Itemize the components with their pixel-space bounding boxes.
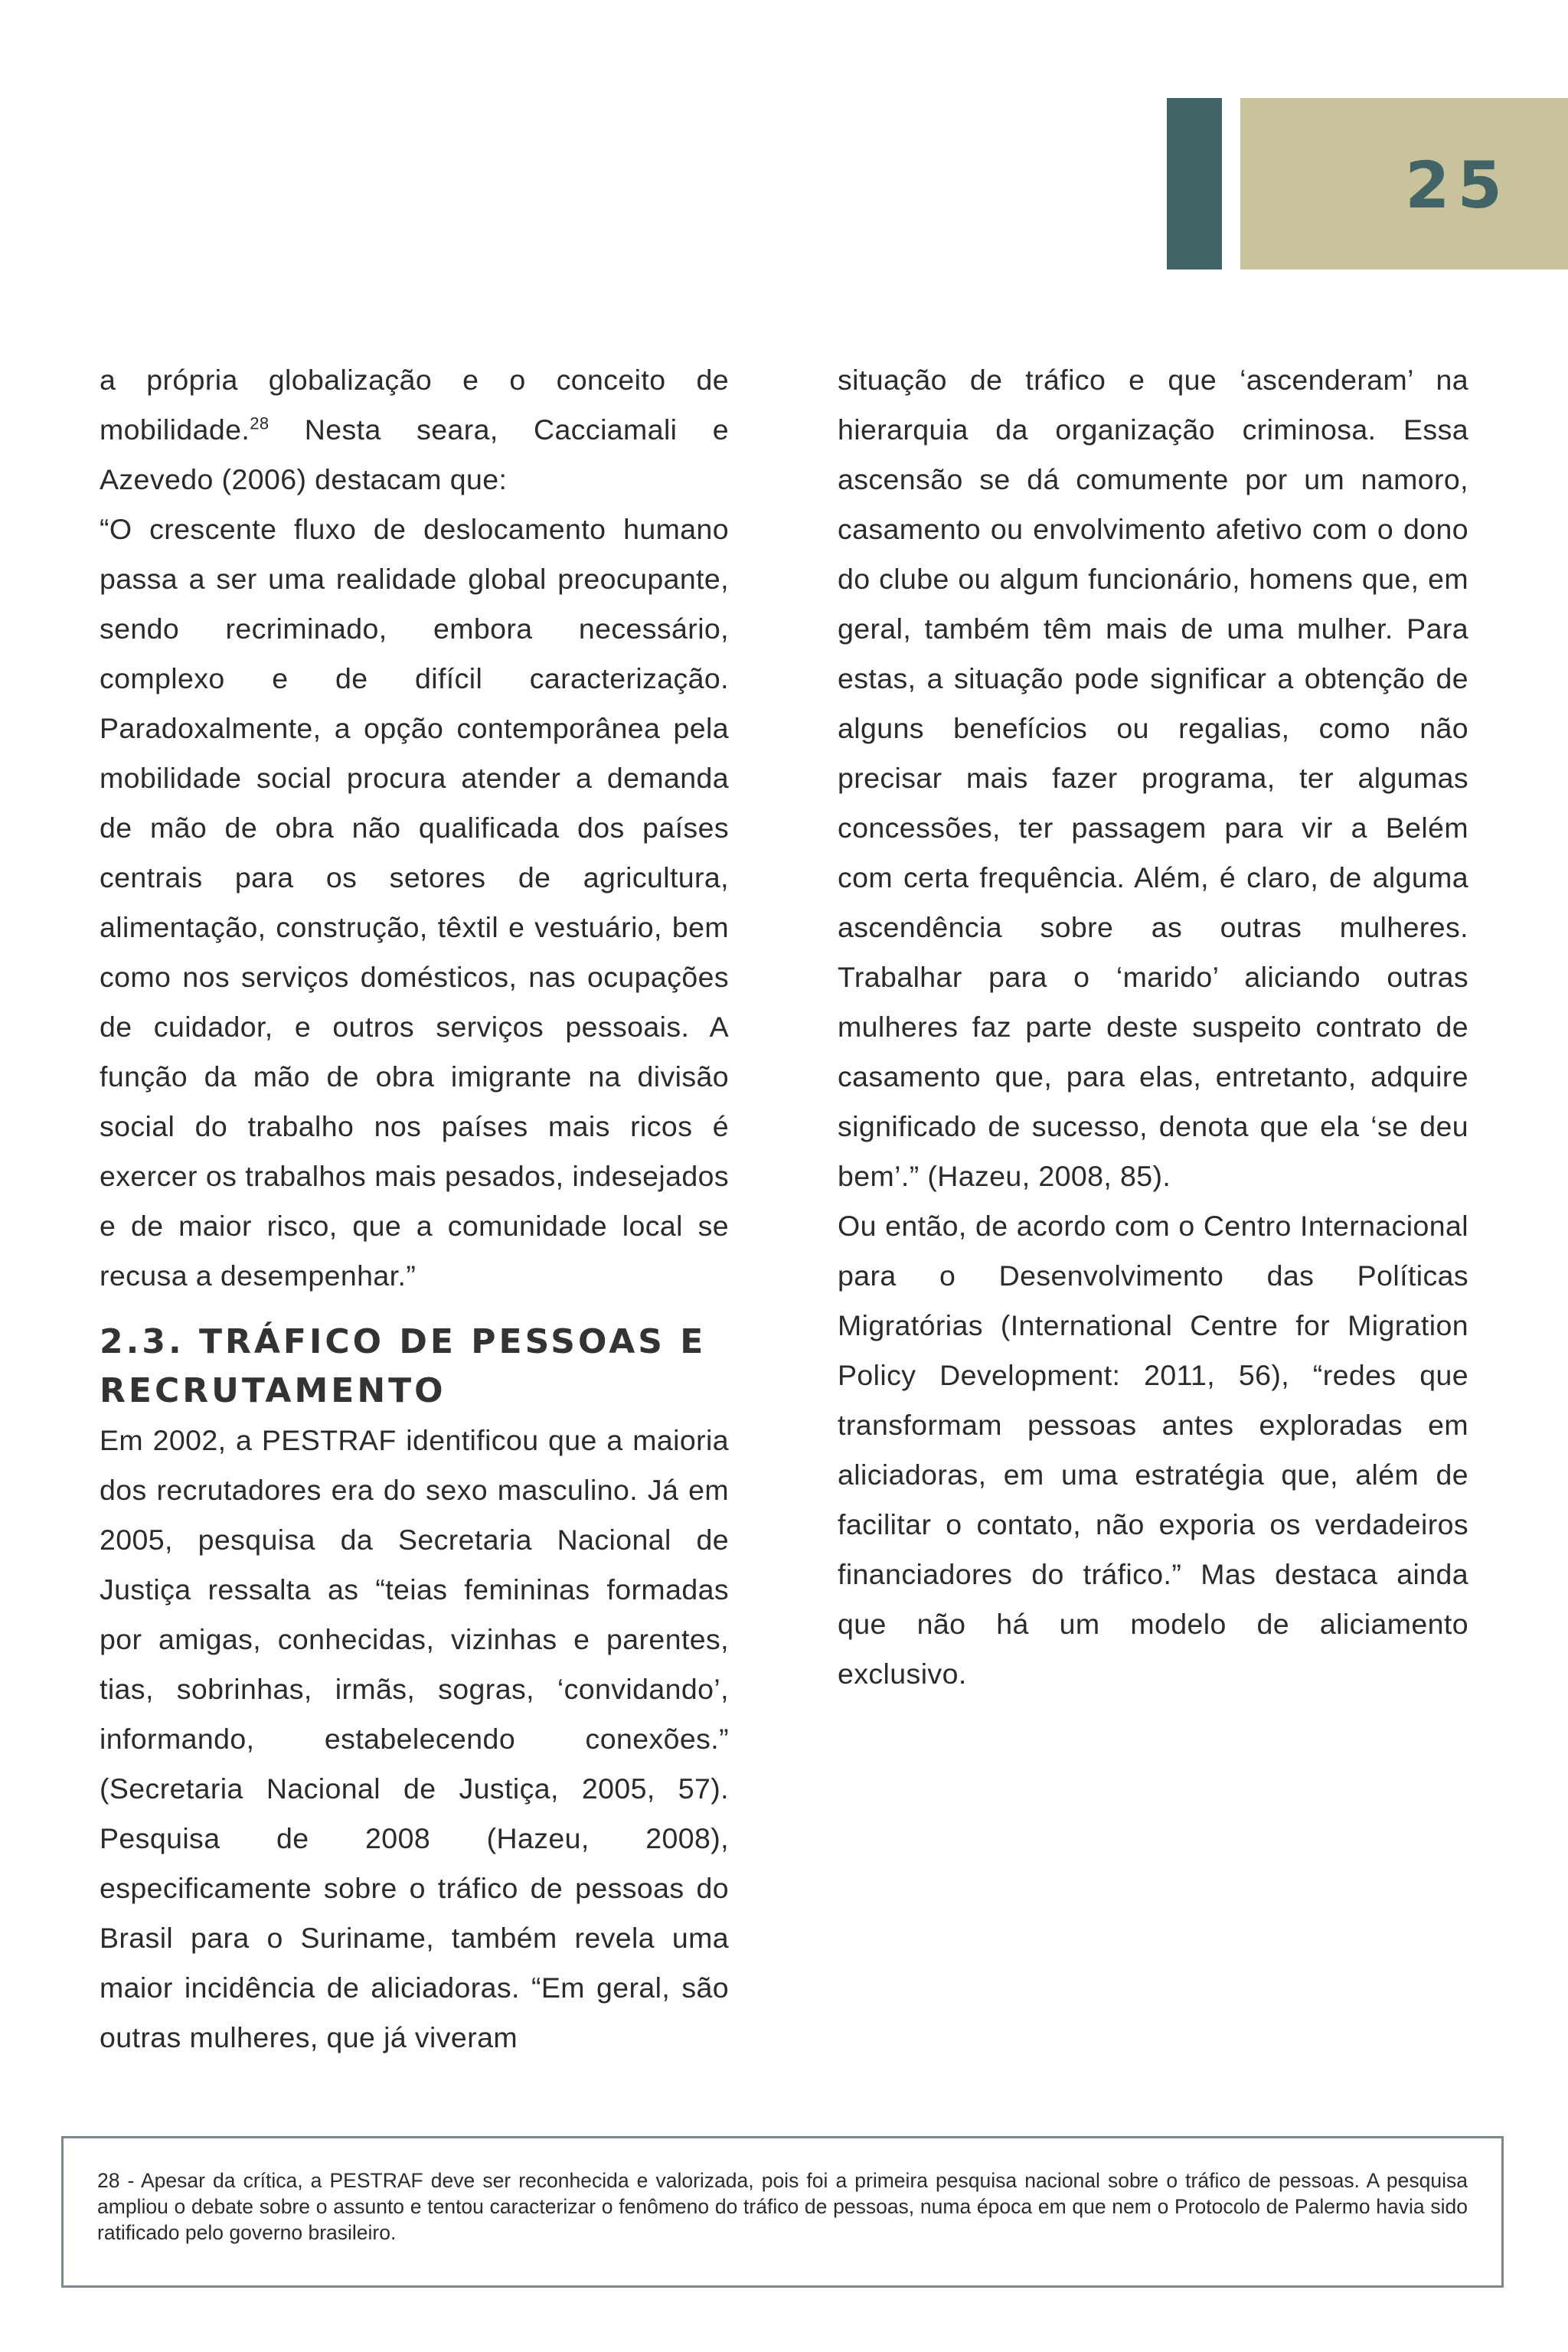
left-column (100, 355, 729, 2063)
section-heading-line1: 2.3. TRÁFICO DE PESSOAS E (100, 1322, 707, 1361)
page-number-box (1240, 98, 1568, 270)
section-heading-line2: RECRUTAMENTO (100, 1371, 446, 1410)
intro-text-cont: Nesta seara, Cacciamali e Azevedo (2006) destacam que: (100, 413, 729, 495)
intro-paragraph (100, 355, 729, 505)
footnote-text: 28 - Apesar da crítica, a PESTRAF deve ser reconhecida e valorizada, pois foi a primeira pesquisa nacional sobre o tráfico de pessoas. A pesquisa ampliou o debate sobre o assunto e tentou caracterizar o fenômeno do tráfico de pessoas, numa época em que nem o Protocolo de Palermo havia sido ratificado pelo governo brasileiro. (97, 2169, 1468, 2244)
block-quote: “O crescente fluxo de deslocamento humano passa a ser uma realidade global preocupante, sendo recriminado, embora necessário, complexo e de difícil caracterização. Paradoxalmente, a opção contemporânea pela mobilidade social procura atender a demanda de mão de obra não qualificada dos países centrais para os setores de agricultura, alimentação, construção, têxtil e vestuário, bem como nos serviços domésticos, nas ocupações de cuidador, e outros serviços pessoais. A função da mão de obra imigrante na divisão social do trabalho nos países mais ricos é exercer os trabalhos mais pesados, indesejados e de maior risco, que a comunidade local se recusa a desempenhar.” (100, 513, 729, 1292)
page-number: 25 (1405, 148, 1510, 223)
intro-text: a própria globalização e o conceito de mobilidade. (100, 364, 729, 446)
body-paragraph-continued: situação de tráfico e que ‘ascenderam’ na hierarquia da organização criminosa. Essa ascensão se dá comumente por um namoro, casamento ou envolvimento afetivo com o dono do clube ou algum funcionário, homens que, em geral, também têm mais de uma mulher. Para estas, a situação pode significar a obtenção de alguns benefícios ou regalias, como não precisar mais fazer programa, ter algumas concessões, ter passagem para vir a Belém com certa frequência. Além, é claro, de alguma ascendência sobre as outras mulheres. Trabalhar para o ‘marido’ aliciando outras mulheres faz parte deste suspeito contrato de casamento que, para elas, entretanto, adquire significado de sucesso, denota que ela ‘se deu bem’.” (Hazeu, 2008, 85). (838, 364, 1468, 1192)
section-heading (100, 1318, 729, 1416)
footnote-box (61, 2136, 1504, 2288)
right-column (838, 355, 1468, 1699)
body-paragraph: Em 2002, a PESTRAF identificou que a maioria dos recrutadores era do sexo masculino. Já em 2005, pesquisa da Secretaria Nacional de Justiça ressalta as “teias femininas formadas por amigas, conhecidas, vizinhas e parentes, tias, sobrinhas, irmãs, sogras, ‘convidando’, informando, estabelecendo conexões.” (Secretaria Nacional de Justiça, 2005, 57). Pesquisa de 2008 (Hazeu, 2008), especificamente sobre o tráfico de pessoas do Brasil para o Suriname, também revela uma maior incidência de aliciadoras. “Em geral, são outras mulheres, que já viveram (100, 1424, 729, 2053)
body-paragraph: Ou então, de acordo com o Centro Internacional para o Desenvolvimento das Políticas Migratórias (International Centre for Migration Policy Development: 2011, 56), “redes que transformam pessoas antes exploradas em aliciadoras, em uma estratégia que, além de facilitar o contato, não exporia os verdadeiros financiadores do tráfico.” Mas destaca ainda que não há um modelo de aliciamento exclusivo. (838, 1210, 1468, 1690)
footnote-reference[interactable]: 28 (250, 413, 270, 433)
header-accent-bar (1167, 98, 1222, 270)
